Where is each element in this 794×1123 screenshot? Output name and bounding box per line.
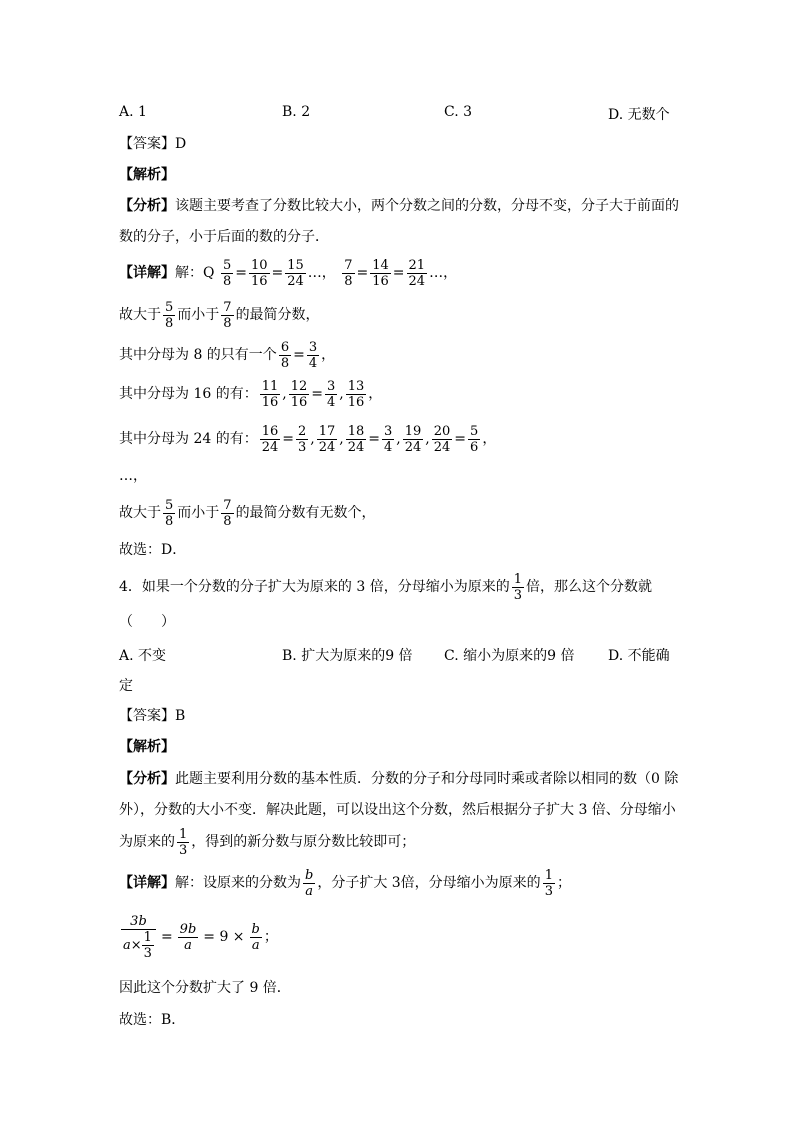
fraction: $\frac{11}{16}$	[261, 378, 279, 410]
fraction: $\frac{b}{a}$	[251, 921, 260, 953]
fraction: $\frac{14}{16}$	[372, 257, 389, 289]
because-symbol: Q	[203, 265, 215, 281]
option-a: A. 1	[119, 104, 147, 120]
q4-paren: （ ）	[119, 614, 175, 630]
fraction: $\frac{3}{4}$	[308, 339, 318, 371]
option-c: C. 3	[444, 104, 473, 120]
fenxi-text: 该题主要考查了分数比较大小，两个分数之间的分数，分母不变，分子大于前面的	[175, 198, 679, 214]
xiangjie-q3-line5: 其中分母为 24 的有： $\frac{16}{24}$ = $\frac{2}{3}$ , $\frac{17}{24}$ , $\frac{18}{24}$ = $\frac{3}{4}$ , $\frac{19}{24}$ , $\frac{20}{24}$ = $\frac{5}{6}$ ，	[119, 423, 497, 455]
guxuan-q3: 故选：D．	[119, 542, 187, 558]
xiangjie-q3-line1: 【详解】解：Q $\frac{5}{8}$ = $\frac{10}{16}$ = $\frac{15}{24}$ …， $\frac{7}{8}$ = $\frac{14}{16}$ = $\frac{21}{24}$ …，	[119, 257, 458, 289]
fraction: $\frac{21}{24}$	[408, 257, 426, 289]
xiangjie-q4-line1: 【详解】解：设原来的分数为 $\frac{b}{a}$ ，分子扩大 3倍，分母缩小为原来的 $\frac{1}{3}$ ；	[119, 867, 571, 899]
fenxi-q4-line1: 【分析】此题主要利用分数的基本性质．分数的分子和分母同时乘或者除以相同的数（0 除	[119, 771, 679, 787]
analysis-title-q4: 【解析】	[119, 739, 175, 755]
fenxi-label: 【分析】	[119, 198, 175, 214]
fraction: $\frac{7}{8}$	[223, 497, 232, 529]
fraction: $\frac{1}{3}$	[544, 867, 553, 899]
fraction: $\frac{1}{3}$	[179, 826, 188, 858]
fraction: $\frac{19}{24}$	[404, 423, 422, 455]
xiangjie-q4-expression: 3b a× $\frac{1}{3}$ = $\frac{9b}{a}$ = 9 × $\frac{b}{a}$ ；	[123, 913, 278, 961]
fraction: $\frac{6}{8}$	[280, 339, 290, 371]
xiangjie-q3-line7: 故大于 $\frac{5}{8}$ 而小于 $\frac{7}{8}$ 的最简分数有无数个，	[119, 497, 376, 529]
option-b: B. 2	[282, 104, 311, 120]
xiangjie-q3-line2: 故大于 $\frac{5}{8}$ 而小于 $\frac{7}{8}$ 的最简分数，	[119, 299, 320, 331]
xiangjie-label: 【详解】	[119, 265, 175, 281]
fraction: $\frac{7}{8}$	[344, 257, 353, 289]
fraction: $\frac{15}{24}$	[287, 257, 304, 289]
xiangjie-q3-line4: 其中分母为 16 的有： $\frac{11}{16}$ , $\frac{12}{16}$ = $\frac{3}{4}$ , $\frac{13}{16}$ ，	[119, 378, 383, 410]
option-d: D. 无数个	[608, 107, 670, 123]
q4-option-c: C. 缩小为原来的9 倍	[444, 648, 575, 664]
fenxi-q4-line3: 为原来的 $\frac{1}{3}$ ，得到的新分数与原分数比较即可；	[119, 826, 416, 858]
xiangjie-q3-dots: …，	[119, 468, 147, 484]
fraction: $\frac{3}{4}$	[327, 378, 336, 410]
fraction: $\frac{5}{8}$	[165, 299, 174, 331]
analysis-title-q3: 【解析】	[119, 167, 175, 183]
answer-q3: 【答案】D	[119, 136, 187, 152]
q4-option-b: B. 扩大为原来的9 倍	[282, 648, 413, 664]
q4-stem: 4．如果一个分数的分子扩大为原来的 3 倍，分母缩小为原来的 $\frac{1}{3}$ 倍，那么这个分数就	[119, 571, 652, 603]
fraction: $\frac{20}{24}$	[433, 423, 451, 455]
fraction: $\frac{1}{3}$	[513, 571, 522, 603]
fraction: $\frac{10}{16}$	[250, 257, 268, 289]
fraction: $\frac{9b}{a}$	[179, 921, 197, 953]
fenxi-q3-line2: 数的分子，小于后面的数的分子．	[119, 229, 329, 245]
fenxi-q3-line1	[119, 196, 679, 216]
fraction: $\frac{13}{16}$	[347, 378, 365, 410]
q4-option-d: D. 不能确	[608, 648, 670, 664]
fraction: $\frac{5}{8}$	[222, 257, 232, 289]
fraction: $\frac{2}{3}$	[298, 423, 307, 455]
fraction: $\frac{5}{6}$	[470, 423, 479, 455]
fraction: $\frac{7}{8}$	[223, 299, 232, 331]
conclusion-q4: 因此这个分数扩大了 9 倍．	[119, 980, 291, 996]
guxuan-q4: 故选：B．	[119, 1012, 186, 1028]
xiangjie-label: 【详解】	[119, 875, 175, 891]
q4-option-a: A. 不变	[119, 648, 167, 664]
fraction: $\frac{3}{4}$	[384, 423, 393, 455]
fraction: 3b a× $\frac{1}{3}$	[121, 914, 156, 961]
q4-option-d-cont: 定	[119, 678, 133, 694]
fraction: $\frac{17}{24}$	[318, 423, 336, 455]
fraction: $\frac{12}{16}$	[290, 378, 308, 410]
jie: 解：	[175, 265, 203, 281]
xiangjie-q3-line3: 其中分母为 8 的只有一个 $\frac{6}{8}$ = $\frac{3}{4}$ ，	[119, 339, 336, 371]
fraction: $\frac{5}{8}$	[165, 497, 174, 529]
fraction: $\frac{b}{a}$	[305, 867, 314, 899]
fenxi-q4-line2: 外），分数的大小不变．解决此题，可以设出这个分数，然后根据分子扩大 3 倍、分母缩小	[119, 802, 676, 818]
fenxi-label: 【分析】	[119, 771, 175, 787]
answer-q4: 【答案】B	[119, 708, 186, 724]
fraction: $\frac{18}{24}$	[347, 423, 365, 455]
fraction: $\frac{16}{24}$	[261, 423, 279, 455]
